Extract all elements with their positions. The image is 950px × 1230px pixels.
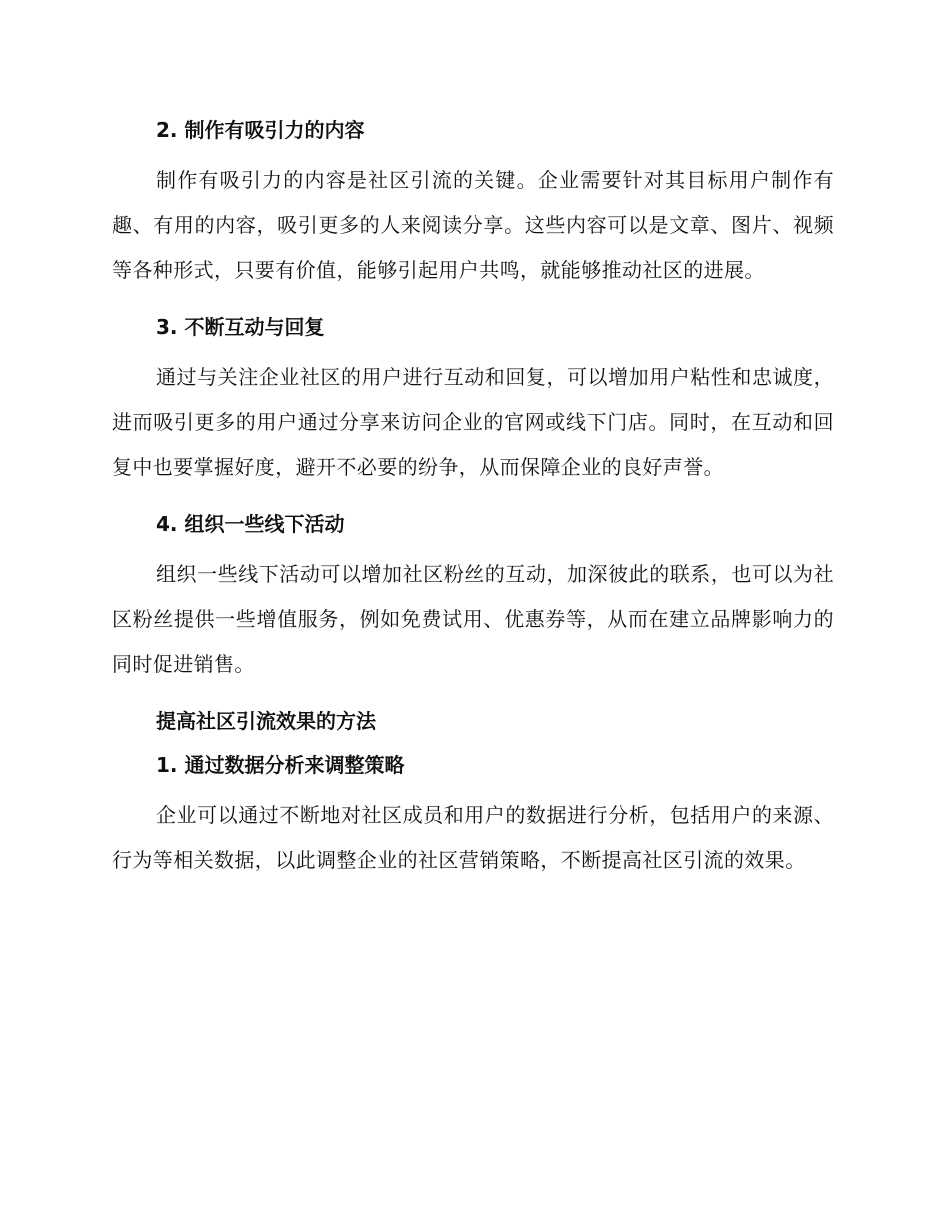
paragraph-interaction: 通过与关注企业社区的用户进行互动和回复，可以增加用户粘性和忠诚度，进而吸引更多的用户通过分享来访问企业的官网或线下门店。同时，在互动和回复中也要掌握好度，避开不必要的纷争，从而保障企业的良好声誉。 xyxy=(112,365,834,479)
document-body xyxy=(112,108,834,895)
section-heading-1: 1. 通过数据分析来调整策略 xyxy=(156,753,405,777)
paragraph-data-analysis: 企业可以通过不断地对社区成员和用户的数据进行分析，包括用户的来源、行为等相关数据，以此调整企业的社区营销策略，不断提高社区引流的效果。 xyxy=(112,803,834,872)
paragraph-engaging-content: 制作有吸引力的内容是社区引流的关键。企业需要针对其目标用户制作有趣、有用的内容，吸引更多的人来阅读分享。这些内容可以是文章、图片、视频等各种形式，只要有价值，能够引起用户共鸣，就能够推动社区的进展。 xyxy=(112,168,834,282)
section-heading-2: 2. 制作有吸引力的内容 xyxy=(156,118,365,142)
section-heading-methods: 提高社区引流效果的方法 xyxy=(156,709,376,733)
paragraph-offline-events: 组织一些线下活动可以增加社区粉丝的互动，加深彼此的联系，也可以为社区粉丝提供一些增值服务，例如免费试用、优惠券等，从而在建立品牌影响力的同时促进销售。 xyxy=(112,562,834,676)
section-heading-3: 3. 不断互动与回复 xyxy=(156,315,325,339)
section-heading-4: 4. 组织一些线下活动 xyxy=(156,512,345,536)
